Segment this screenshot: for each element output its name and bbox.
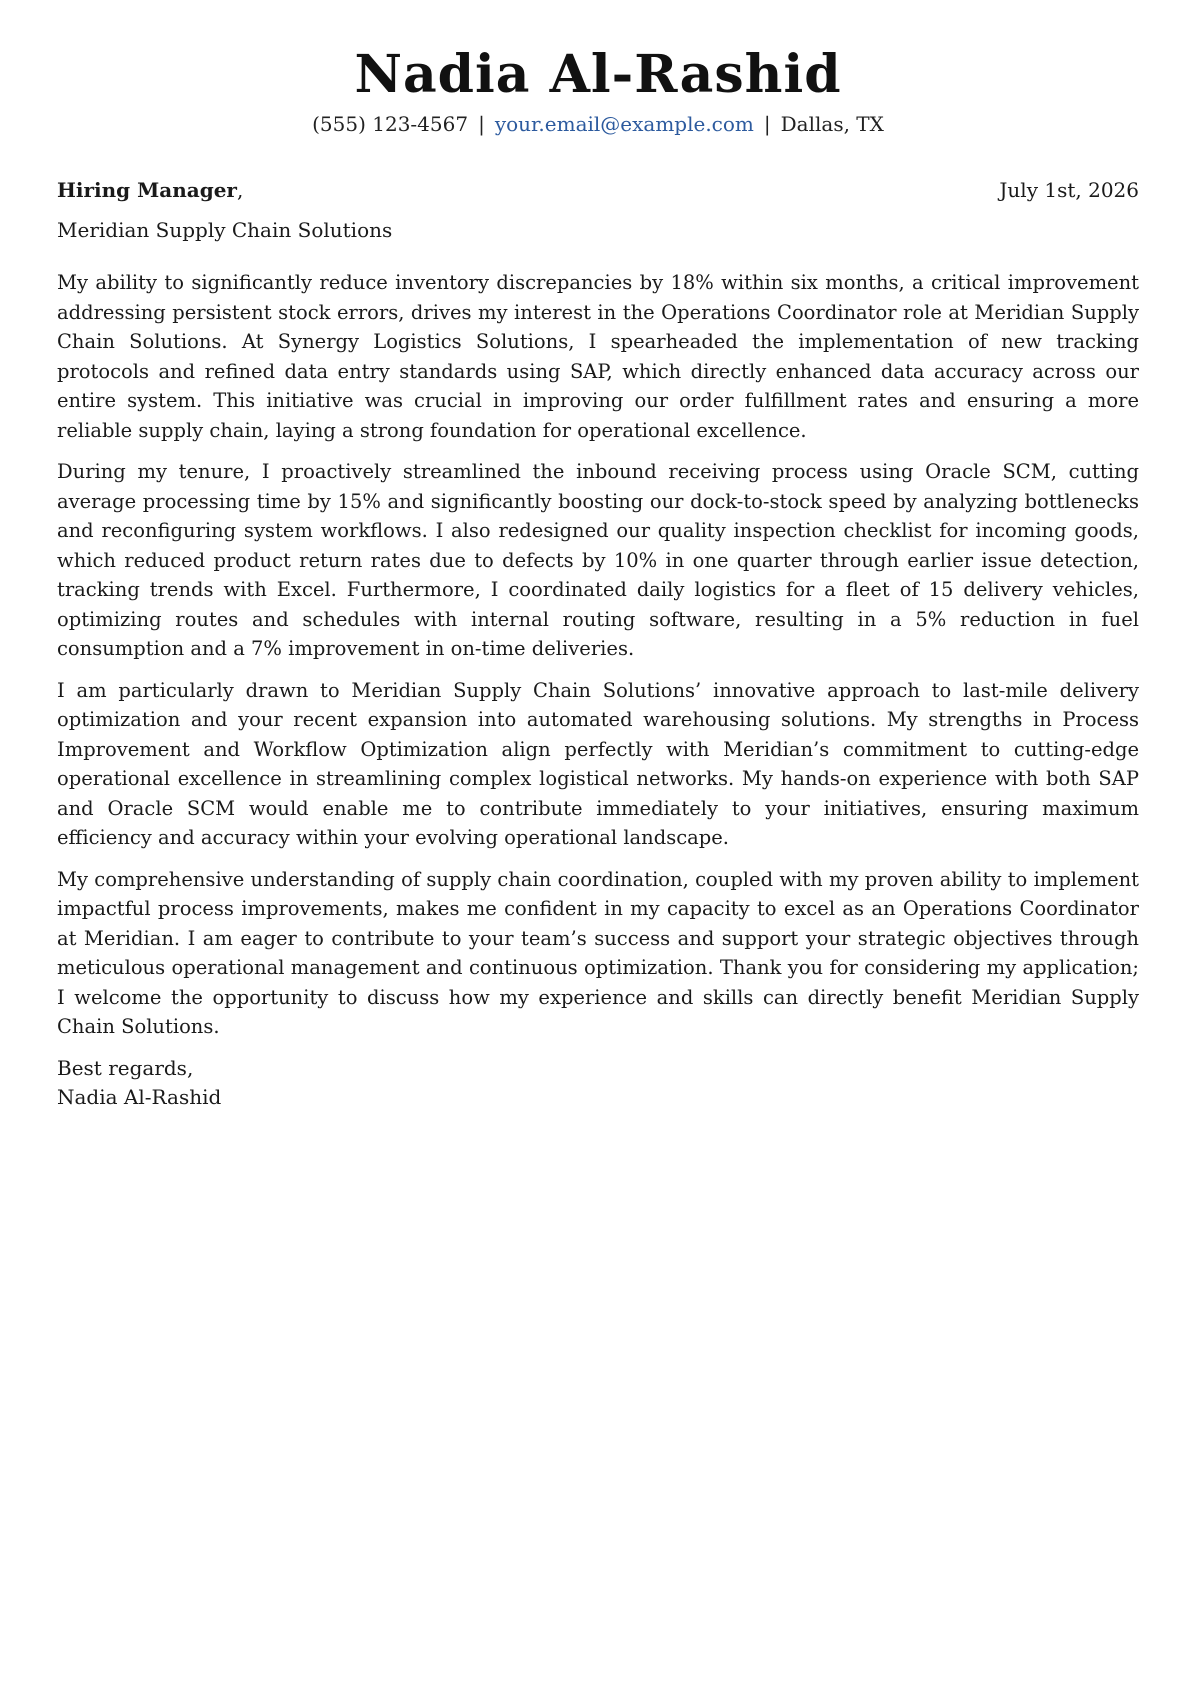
- recipient-company: Meridian Supply Chain Solutions: [57, 218, 393, 242]
- letter-body: [57, 268, 1139, 1042]
- applicant-name: Nadia Al-Rashid: [354, 44, 842, 105]
- letter-date: July 1st, 2026: [999, 178, 1139, 202]
- recipient-greeting: [57, 176, 243, 204]
- closing-salutation: Best regards,: [57, 1055, 194, 1080]
- email-link[interactable]: your.email@example.com: [494, 112, 754, 136]
- body-paragraph: My comprehensive understanding of supply chain coordination, coupled with my proven ability to implement impactful process improvements, makes me confident in my capacity to excel as an Operations Coordinator at Meridian. I am eager to contribute to your team’s success and support your strategic objectives through meticulous operational management and continuous optimization. Thank you for considering my application; I welcome the opportunity to discuss how my experience and skills can directly benefit Meridian Supply Chain Solutions.: [57, 867, 1139, 1038]
- recipient-row: [57, 176, 1139, 204]
- closing-block: [57, 1054, 1139, 1112]
- contact-line: [57, 110, 1139, 138]
- recipient-name: Hiring Manager: [57, 178, 237, 202]
- contact-separator: |: [478, 112, 485, 136]
- signature-name: Nadia Al-Rashid: [57, 1084, 222, 1109]
- cover-letter-page: [57, 0, 1139, 1112]
- phone-number: (555) 123-4567: [312, 112, 469, 136]
- body-paragraph: My ability to significantly reduce inventory discrepancies by 18% within six months, a critical improvement addressing persistent stock errors, drives my interest in the Operations Coordinator role at Meridian Supply Chain Solutions. At Synergy Logistics Solutions, I spearheaded the implementation of new tracking protocols and refined data entry standards using SAP, which directly enhanced data accuracy across our entire system. This initiative was crucial in improving our order fulfillment rates and ensuring a more reliable supply chain, laying a strong foundation for operational excellence.: [57, 271, 1139, 442]
- location: Dallas, TX: [780, 112, 884, 136]
- recipient-suffix: ,: [236, 178, 244, 202]
- contact-separator: |: [763, 112, 771, 136]
- body-paragraph: During my tenure, I proactively streamlined the inbound receiving process using Oracle SCM, cutting average processing time by 15% and significantly boosting our dock-to-stock speed by analyzing bottlenecks and reconfiguring system workflows. I also redesigned our quality inspection checklist for incoming goods, which reduced product return rates due to defects by 10% in one quarter through earlier issue detection, tracking trends with Excel. Furthermore, I coordinated daily logistics for a fleet of 15 delivery vehicles, optimizing routes and schedules with internal routing software, resulting in a 5% reduction in fuel consumption and a 7% improvement in on-time deliveries.: [57, 460, 1139, 660]
- body-paragraph: I am particularly drawn to Meridian Supply Chain Solutions’ innovative approach to last-mile delivery optimization and your recent expansion into automated warehousing solutions. My strengths in Process Improvement and Workflow Optimization align perfectly with Meridian’s commitment to cutting-edge operational excellence in streamlining complex logistical networks. My hands-on experience with both SAP and Oracle SCM would enable me to contribute immediately to your initiatives, ensuring maximum efficiency and accuracy within your evolving operational landscape.: [57, 678, 1139, 849]
